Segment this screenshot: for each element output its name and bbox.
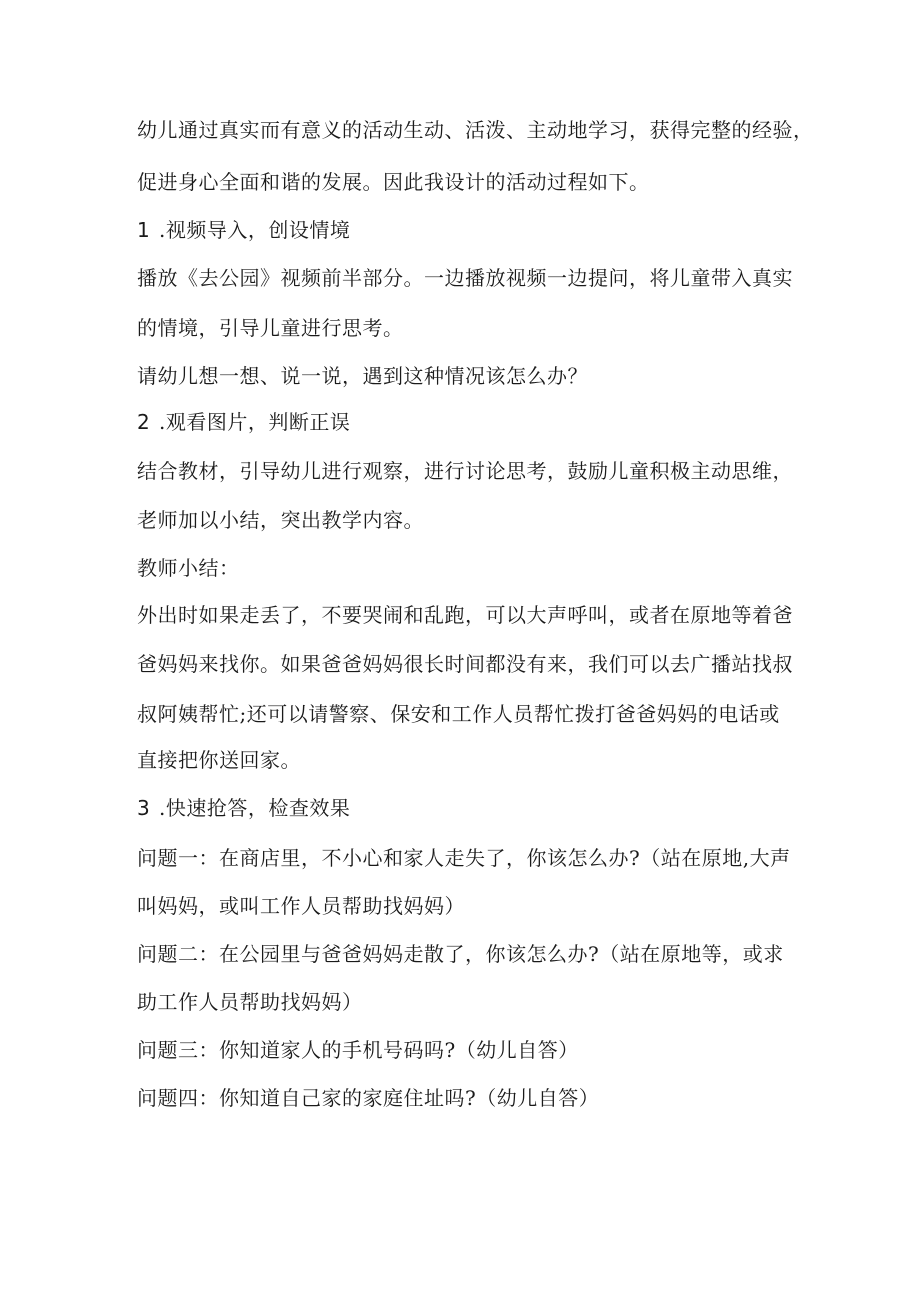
section-number: 3 xyxy=(137,796,151,820)
paragraph-line: 幼儿通过真实而有意义的活动生动、活泼、主动地学习，获得完整的经验， xyxy=(137,118,814,142)
paragraph-line: 爸妈妈来找你。如果爸爸妈妈很长时间都没有来，我们可以去广播站找叔 xyxy=(137,652,793,676)
section-number: 2 xyxy=(137,410,151,434)
paragraph-line: 直接把你送回家。 xyxy=(137,748,301,772)
paragraph-line: 问题一：在商店里，不小心和家人走失了，你该怎么办?（站在原地,大声 xyxy=(137,846,791,870)
paragraph-line: 问题三：你知道家人的手机号码吗?（幼儿自答） xyxy=(137,1038,579,1062)
paragraph-line: 请幼儿想一想、说一说，遇到这种情况该怎么办？ xyxy=(137,364,588,388)
paragraph-line: 助工作人员帮助找妈妈） xyxy=(137,990,363,1014)
paragraph-line: 结合教材，引导幼儿进行观察，进行讨论思考，鼓励儿童积极主动思维， xyxy=(137,459,793,483)
paragraph-line: 叫妈妈，或叫工作人员帮助找妈妈） xyxy=(137,894,465,918)
paragraph-line: 老师加以小结，突出教学内容。 xyxy=(137,508,424,532)
section-heading-2 xyxy=(137,410,350,434)
paragraph-line: 问题四：你知道自己家的家庭住址吗?（幼儿自答） xyxy=(137,1086,600,1110)
paragraph-line: 问题二：在公园里与爸爸妈妈走散了，你该怎么办?（站在原地等，或求 xyxy=(137,942,784,966)
paragraph-line: 外出时如果走丢了，不要哭闹和乱跑，可以大声呼叫，或者在原地等着爸 xyxy=(137,603,793,627)
paragraph-line: 叔阿姨帮忙;还可以请警察、保安和工作人员帮忙拨打爸爸妈妈的电话或 xyxy=(137,702,780,726)
section-number: 1 xyxy=(137,218,151,242)
section-title: .快速抢答，检查效果 xyxy=(159,796,351,820)
paragraph-line: 的情境，引导儿童进行思考。 xyxy=(137,316,404,340)
section-title: .观看图片，判断正误 xyxy=(159,410,351,434)
paragraph-line: 促进身心全面和谐的发展。因此我设计的活动过程如下。 xyxy=(137,170,650,194)
section-heading-3 xyxy=(137,796,350,820)
paragraph-line: 播放《去公园》视频前半部分。一边播放视频一边提问，将儿童带入真实 xyxy=(137,266,793,290)
section-title: .视频导入，创设情境 xyxy=(159,218,351,242)
section-heading-1 xyxy=(137,218,350,242)
paragraph-line: 教师小结： xyxy=(137,556,240,580)
